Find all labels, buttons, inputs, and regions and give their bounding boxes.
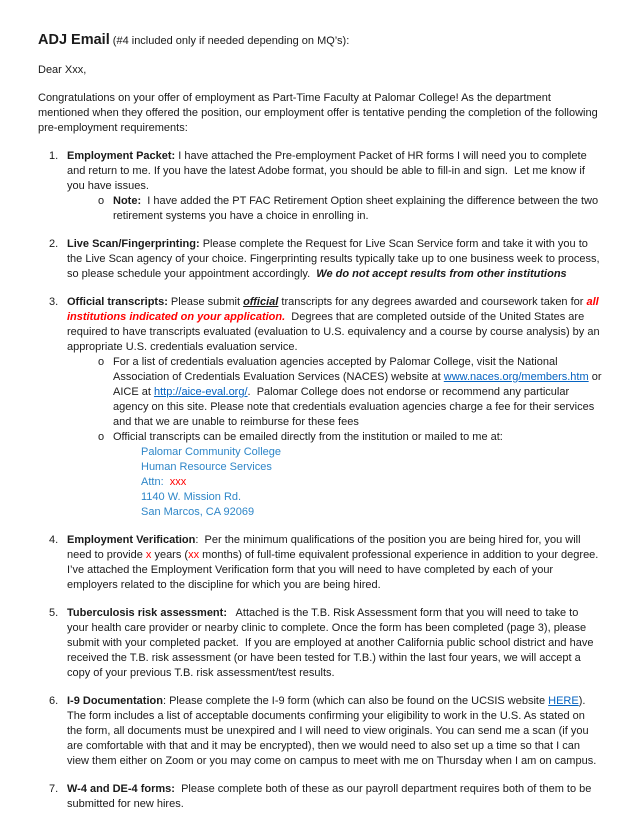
salutation: Dear Xxx, <box>38 64 87 76</box>
text-run: x <box>145 549 152 561</box>
text-run: Please complete both of these as our payroll department requires both of them to be submitted for new hires. <box>67 783 595 810</box>
list-item <box>38 606 602 681</box>
address-line <box>141 490 602 505</box>
requirements-list <box>38 149 602 812</box>
list-item-number: 6. <box>49 695 59 707</box>
text-run: Official transcripts can be emailed directly from the institution or mailed to me at: <box>113 431 503 443</box>
list-item-text <box>67 782 602 812</box>
text-run: San Marcos, CA 92069 <box>141 506 255 518</box>
list-item-text <box>67 533 602 593</box>
address-line <box>141 460 602 475</box>
list-item-body <box>67 237 602 282</box>
text-run: years ( <box>151 549 189 561</box>
list-item-number: 7. <box>49 783 59 795</box>
text-run: Please submit <box>170 296 244 308</box>
list-item <box>38 237 602 282</box>
list-item-text <box>67 237 602 282</box>
text-run: Live Scan/Fingerprinting: <box>67 238 203 250</box>
list-item-text <box>67 606 602 681</box>
text-run: : Per the minimum qualifications of the position you are being hired for, you will need to provide <box>67 534 584 561</box>
text-run: I have added the PT FAC Retirement Option sheet explaining the difference between the two retirement systems you have a choice in enrolling in. <box>113 195 602 222</box>
text-run: Tuberculosis risk assessment: <box>67 607 227 619</box>
list-item-body <box>67 533 602 593</box>
list-item <box>38 694 602 769</box>
hyperlink[interactable]: www.naces.org/members.htm <box>443 371 589 383</box>
list-item-number: 3. <box>49 296 59 308</box>
list-item-body <box>67 694 602 769</box>
intro-paragraph: Congratulations on your offer of employment as Part-Time Faculty at Palomar College! As the department mentioned when they offered the position, our employment offer is tentative pending the completion of the following pre-employment requirements: <box>38 92 601 134</box>
page-title-bold: ADJ Email <box>38 32 110 48</box>
text-run: xx <box>188 549 200 561</box>
sub-bullet-body <box>113 355 602 430</box>
list-item-number: 1. <box>49 150 59 162</box>
list-item-number: 4. <box>49 534 59 546</box>
text-run: ). The form includes a list of acceptable documents confirming your eligibility to work in the U.S. As stated on the form, all documents must be unexpired and I will need to view originals. You can send me a scan (if you are comfortable with that and it may be encrypted), then we would need to also set up a time so that I can view them either on Zoom or you may come on campus to meet with me on Thursday when I am on campus. <box>67 695 597 767</box>
text-run: 1140 W. Mission Rd. <box>141 491 242 503</box>
circle-bullet-marker: o <box>98 356 105 368</box>
text-run: . Palomar College does not endorse or recommend any particular agency on this site. Please note that credentials evaluation agencies charge a fee for their services and that we are unable to reimburse for these fees <box>113 386 598 428</box>
hyperlink[interactable]: HERE <box>548 695 579 707</box>
text-run: Employment Packet: <box>67 150 179 162</box>
text-run: Note: <box>113 195 142 207</box>
list-item <box>38 295 602 520</box>
circle-bullet-marker: o <box>98 431 105 443</box>
text-run: : Please complete the I-9 form (which can also be found on the UCSIS website <box>162 695 549 707</box>
list-item-body <box>67 149 602 224</box>
text-run: all institutions indicated on your application. <box>67 296 602 323</box>
list-item-body <box>67 782 602 812</box>
hyperlink[interactable]: http://aice-eval.org/ <box>153 386 248 398</box>
address-line <box>141 475 602 490</box>
sub-bullet <box>67 194 602 224</box>
text-run: Employment Verification <box>67 534 196 546</box>
text-run: We do not accept results from other institutions <box>316 268 567 280</box>
text-run: Attn: <box>141 476 170 488</box>
list-item <box>38 149 602 224</box>
list-item-text <box>67 295 602 355</box>
mailing-address <box>141 445 602 520</box>
sub-bullet-text <box>113 430 602 445</box>
sub-bullet-text <box>113 355 602 430</box>
text-run: Degrees that are completed outside of the United States are required to have transcripts evaluated (evaluation to U.S. equivalency and a course by course analysis) by an appropriate U.S. credentials evaluation service. <box>67 311 603 353</box>
sub-bullet-text <box>113 194 602 224</box>
page-title <box>38 28 602 50</box>
text-run: months) of full-time equivalent professional experience in addition to your degree. I’ve attached the Employment Verification form that you will need to have completed by each of your employers related to the discipline for which you are being hired. <box>67 549 602 591</box>
list-item-body <box>67 295 602 520</box>
circle-bullet-marker: o <box>98 195 105 207</box>
text-run: transcripts for any degrees awarded and coursework taken for <box>278 296 587 308</box>
list-item-body <box>67 606 602 681</box>
list-item-text <box>67 694 602 769</box>
text-run: I-9 Documentation <box>67 695 163 707</box>
text-run: Attached is the T.B. Risk Assessment form that you will need to take to your health care provider or nearby clinic to complete. Once the form has been completed (page 3), please submit with your completed packet. If you are employed at another California public school district and have received the T.B. risk assessment (or have been tested for T.B.) within the last four years, we will accept a copy of your previous T.B. risk assessment/test results. <box>67 607 597 679</box>
address-line <box>141 505 602 520</box>
text-run: For a list of credentials evaluation agencies accepted by Palomar College, visit the National Association of Credentials Evaluation Services (NACES) website at <box>113 356 560 383</box>
sub-bullet-body <box>113 430 602 520</box>
page-title-note: (#4 included only if needed depending on MQ’s): <box>109 35 350 47</box>
text-run: Palomar Community College <box>141 446 281 458</box>
sub-bullet <box>67 430 602 520</box>
text-run: xxx <box>169 476 187 488</box>
text-run: official <box>243 296 279 308</box>
text-run: Human Resource Services <box>141 461 272 473</box>
sub-bullet-body <box>113 194 602 224</box>
text-run: I have attached the Pre-employment Packet of HR forms I will need you to complete and return to me. If you have the latest Adobe format, you should be able to fill-in and sign. Let me know if you have issues. <box>67 150 590 192</box>
text-run: Official transcripts: <box>67 296 171 308</box>
text-run: Please complete the Request for Live Scan Service form and take it with you to the Live Scan agency of your choice. Fingerprinting results typically take up to one business week to process, so please schedule your appointment accordingly. <box>67 238 603 280</box>
list-item-number: 2. <box>49 238 59 250</box>
list-item-text <box>67 149 602 194</box>
text-run: or AICE at <box>113 371 604 398</box>
address-line <box>141 445 602 460</box>
list-item-number: 5. <box>49 607 59 619</box>
text-run: W-4 and DE-4 forms: <box>67 783 175 795</box>
list-item <box>38 782 602 812</box>
sub-bullet <box>67 355 602 430</box>
list-item <box>38 533 602 593</box>
